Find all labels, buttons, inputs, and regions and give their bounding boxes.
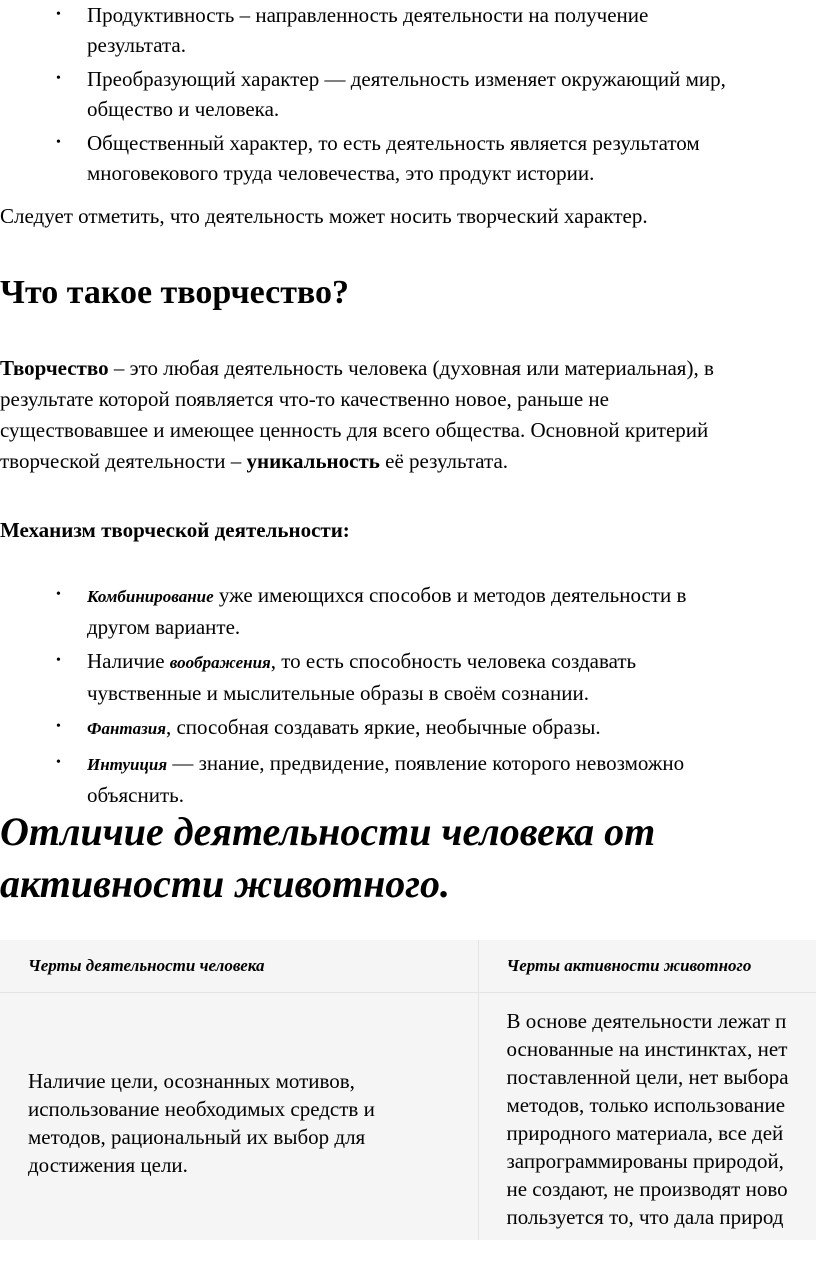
list-item <box>0 646 816 708</box>
definition-text: творческой деятельности – <box>0 449 247 473</box>
mechanism-heading: Механизм творческой деятельности: <box>0 518 350 542</box>
list-item-line: чувственные и мыслительные образы в своём сознании. <box>87 681 589 705</box>
cell-line: природного материала, все дей <box>506 1121 784 1145</box>
definition-term: Творчество <box>0 356 109 380</box>
cell-line: основанные на инстинктах, нет <box>506 1037 788 1061</box>
definition-text: результате которой появляется что-то качественно новое, раньше не <box>0 387 609 411</box>
mechanism-term: Фантазия <box>87 719 166 738</box>
cell-line: использование необходимых средств и <box>28 1097 375 1121</box>
cell-line: В основе деятельности лежат п <box>506 1009 787 1033</box>
comparison-table <box>0 940 816 1240</box>
difference-heading-line: активности животного. <box>0 861 451 906</box>
list-item-prefix: Наличие <box>87 649 170 673</box>
cell-line: методов, только использование <box>506 1093 786 1117</box>
list-item-line: , способная создавать яркие, необычные образы. <box>165 715 601 739</box>
creativity-definition-paragraph <box>0 353 816 477</box>
animal-activity-cell <box>478 993 816 1241</box>
list-item-line: объяснить. <box>87 783 184 807</box>
definition-text: – это любая деятельность человека (духовная или материальная), в <box>108 356 714 380</box>
definition-text: её результата. <box>379 449 509 473</box>
list-item-line: Преобразующий характер — деятельность изменяет окружающий мир, <box>87 67 726 91</box>
mechanism-list <box>0 580 816 814</box>
creative-note-paragraph: Следует отметить, что деятельность может носить творческий характер. <box>0 204 648 228</box>
difference-heading-line: Отличие деятельности человека от <box>0 809 656 854</box>
cell-line: запрограммированы природой, <box>506 1149 784 1173</box>
list-item-line: результата. <box>87 33 186 57</box>
cell-line: достижения цели. <box>28 1153 188 1177</box>
list-item <box>0 712 816 744</box>
list-item-line: Общественный характер, то есть деятельность является результатом <box>87 131 700 155</box>
list-item <box>0 0 816 60</box>
list-item-line: общество и человека. <box>87 97 280 121</box>
table-header-row <box>0 940 816 993</box>
list-item-line: Продуктивность – направленность деятельности на получение <box>87 3 649 27</box>
list-item-line: уже имеющихся способов и методов деятельности в <box>213 583 687 607</box>
list-item-line: — знание, предвидение, появление которого невозможно <box>167 751 685 775</box>
cell-line: поставленной цели, нет выбора <box>506 1065 789 1089</box>
list-item <box>0 64 816 124</box>
human-activity-cell <box>0 993 478 1241</box>
list-item <box>0 580 816 642</box>
mechanism-term: воображения <box>169 653 271 672</box>
list-item-line: другом варианте. <box>87 615 241 639</box>
creativity-heading: Что такое творчество? <box>0 274 350 311</box>
cell-line: не создают, не производят ново <box>506 1177 788 1201</box>
cell-line: методов, рациональный их выбор для <box>28 1125 366 1149</box>
list-item-line: многовекового труда человечества, это продукт истории. <box>87 161 595 185</box>
mechanism-term: Интуиция <box>87 755 168 774</box>
uniqueness-term: уникальность <box>246 449 380 473</box>
header-human-activity: Черты деятельности человека <box>0 940 478 993</box>
list-item <box>0 128 816 188</box>
comparison-table-container <box>0 940 816 1240</box>
activity-features-list <box>0 0 816 192</box>
cell-line: пользуется то, что дала природ <box>506 1205 784 1229</box>
difference-heading <box>0 806 816 910</box>
mechanism-term: Комбинирование <box>87 587 214 606</box>
cell-line: Наличие цели, осознанных мотивов, <box>28 1069 355 1093</box>
list-item-line: , то есть способность человека создавать <box>270 649 637 673</box>
table-row <box>0 993 816 1241</box>
list-item <box>0 748 816 810</box>
definition-text: существовавшее и имеющее ценность для всего общества. Основной критерий <box>0 418 709 442</box>
header-animal-activity: Черты активности животного <box>478 940 816 993</box>
